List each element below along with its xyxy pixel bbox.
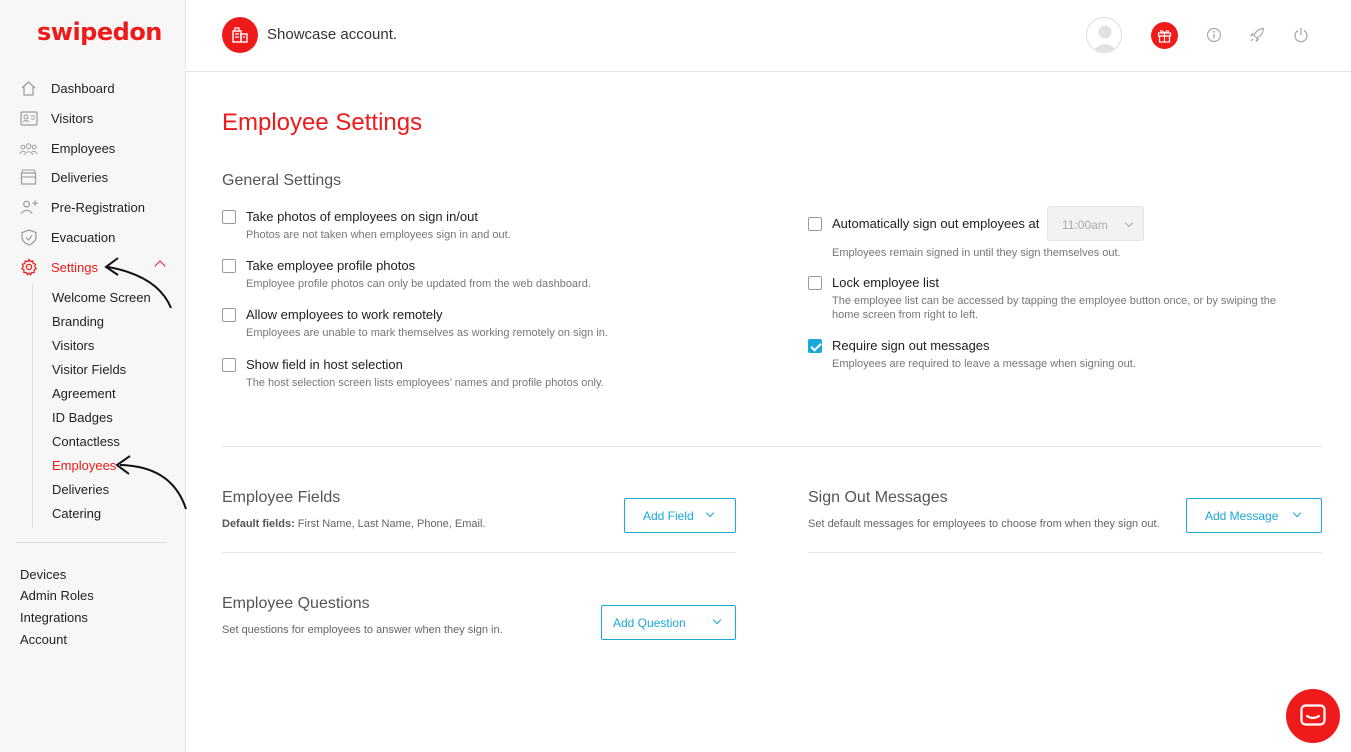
rocket-icon[interactable] — [1248, 26, 1266, 44]
employee-fields-title: Employee Fields — [222, 489, 341, 506]
sidebar-item-admin-roles[interactable]: Admin Roles — [20, 588, 94, 603]
sidebar-item-label: Pre-Registration — [51, 199, 145, 215]
sub-item-visitors[interactable]: Visitors — [52, 338, 95, 353]
sign-out-messages-title: Sign Out Messages — [808, 489, 948, 506]
sidebar-item-label: Employees — [51, 140, 116, 156]
lock-list-checkbox[interactable] — [808, 276, 822, 290]
sign-out-messages-description: Set default messages for employees to choose from when they sign out. — [808, 518, 1160, 530]
option-description: Employees remain signed in until they sign themselves out. — [832, 247, 1121, 259]
people-icon — [19, 139, 38, 158]
option-label: Automatically sign out employees at — [832, 216, 1040, 231]
sidebar-item-label: Evacuation — [51, 229, 116, 245]
sub-item-welcome-screen[interactable]: Welcome Screen — [52, 290, 151, 305]
building-icon[interactable] — [222, 17, 258, 53]
sidebar-item-label: Dashboard — [51, 80, 115, 96]
section-divider — [222, 552, 736, 553]
gift-icon[interactable] — [1151, 22, 1178, 49]
sidebar-item-evacuation[interactable] — [0, 223, 186, 251]
sidebar-item-deliveries[interactable] — [0, 163, 186, 191]
option-description: Employee profile photos can only be updated from the web dashboard. — [246, 278, 591, 290]
button-label: Add Question — [613, 616, 686, 630]
add-user-icon — [19, 198, 38, 217]
option-description: The host selection screen lists employees’ names and profile photos only. — [246, 377, 604, 389]
chevron-down-icon — [1293, 509, 1301, 517]
page-title: Employee Settings — [222, 109, 423, 136]
sidebar-divider — [16, 542, 167, 543]
option-label: Lock employee list — [832, 275, 939, 290]
sidebar — [0, 0, 186, 752]
add-question-button[interactable] — [601, 605, 736, 640]
profile-photos-checkbox[interactable] — [222, 259, 236, 273]
option-label: Take employee profile photos — [246, 258, 416, 273]
option-description-line: The employee list can be accessed by tapping the employee button once, or by swiping the — [832, 295, 1276, 307]
option-description: Employees are unable to mark themselves as working remotely on sign in. — [246, 327, 608, 339]
sidebar-item-dashboard[interactable] — [0, 74, 186, 102]
info-icon[interactable] — [1205, 26, 1223, 44]
sidebar-item-integrations[interactable]: Integrations — [20, 610, 88, 625]
auto-signout-time-select[interactable] — [1047, 206, 1144, 241]
chat-icon — [1300, 704, 1326, 728]
host-selection-checkbox[interactable] — [222, 358, 236, 372]
auto-signout-checkbox[interactable] — [808, 217, 822, 231]
employee-questions-title: Employee Questions — [222, 595, 370, 612]
section-divider — [808, 552, 1322, 553]
sidebar-item-devices[interactable]: Devices — [20, 567, 67, 582]
button-label: Add Message — [1205, 509, 1279, 523]
employee-fields-description — [222, 518, 485, 530]
sub-item-catering[interactable]: Catering — [52, 506, 102, 521]
add-message-button[interactable] — [1186, 498, 1322, 533]
sidebar-item-account[interactable]: Account — [20, 632, 67, 647]
sub-item-branding[interactable]: Branding — [52, 314, 105, 329]
take-photos-checkbox[interactable] — [222, 210, 236, 224]
add-field-button[interactable] — [624, 498, 736, 533]
gear-icon — [19, 258, 38, 277]
option-label: Allow employees to work remotely — [246, 307, 443, 322]
home-icon — [19, 79, 38, 98]
power-icon[interactable] — [1292, 26, 1310, 44]
sub-item-deliveries[interactable]: Deliveries — [52, 482, 110, 497]
swipedon-logo[interactable]: swipedon — [37, 18, 162, 46]
sub-item-contactless[interactable]: Contactless — [52, 434, 120, 449]
option-description: Employees are required to leave a message when signing out. — [832, 358, 1136, 370]
work-remotely-checkbox[interactable] — [222, 308, 236, 322]
sidebar-item-settings[interactable] — [0, 253, 186, 281]
avatar[interactable] — [1086, 17, 1122, 53]
option-label: Require sign out messages — [832, 338, 990, 353]
top-header — [186, 0, 1351, 72]
sidebar-item-pre-registration[interactable] — [0, 193, 186, 221]
settings-subnav-line — [32, 284, 33, 528]
employee-questions-description: Set questions for employees to answer when they sign in. — [222, 624, 503, 636]
chevron-down-icon — [713, 616, 721, 624]
sub-item-visitor-fields[interactable]: Visitor Fields — [52, 362, 127, 377]
option-description-line: home screen from right to left. — [832, 309, 979, 321]
chevron-up-icon[interactable] — [154, 260, 165, 271]
option-description — [832, 294, 1276, 322]
sign-out-messages-checkbox[interactable] — [808, 339, 822, 353]
sidebar-item-employees[interactable] — [0, 134, 186, 162]
sidebar-item-visitors[interactable] — [0, 104, 186, 132]
default-fields-label: Default fields: — [222, 518, 295, 530]
sidebar-item-label: Visitors — [51, 110, 94, 126]
chevron-down-icon — [706, 509, 714, 517]
sidebar-item-label: Deliveries — [51, 169, 109, 185]
general-settings-title: General Settings — [222, 172, 342, 189]
sub-item-employees[interactable]: Employees — [52, 458, 117, 473]
box-icon — [19, 168, 38, 187]
chevron-down-icon — [1125, 219, 1133, 227]
section-divider — [222, 446, 1322, 447]
chat-launcher-button[interactable] — [1286, 689, 1340, 743]
shield-icon — [19, 228, 38, 247]
id-card-icon — [19, 109, 38, 128]
sub-item-agreement[interactable]: Agreement — [52, 386, 116, 401]
button-label: Add Field — [643, 509, 694, 523]
sidebar-item-label: Settings — [51, 259, 98, 275]
option-description: Photos are not taken when employees sign in and out. — [246, 229, 511, 241]
sub-item-id-badges[interactable]: ID Badges — [52, 410, 113, 425]
option-label: Show field in host selection — [246, 357, 403, 372]
account-name: Showcase account. — [267, 26, 398, 43]
option-label: Take photos of employees on sign in/out — [246, 209, 478, 224]
time-value: 11:00am — [1062, 218, 1108, 232]
default-fields-list: First Name, Last Name, Phone, Email. — [294, 518, 486, 530]
